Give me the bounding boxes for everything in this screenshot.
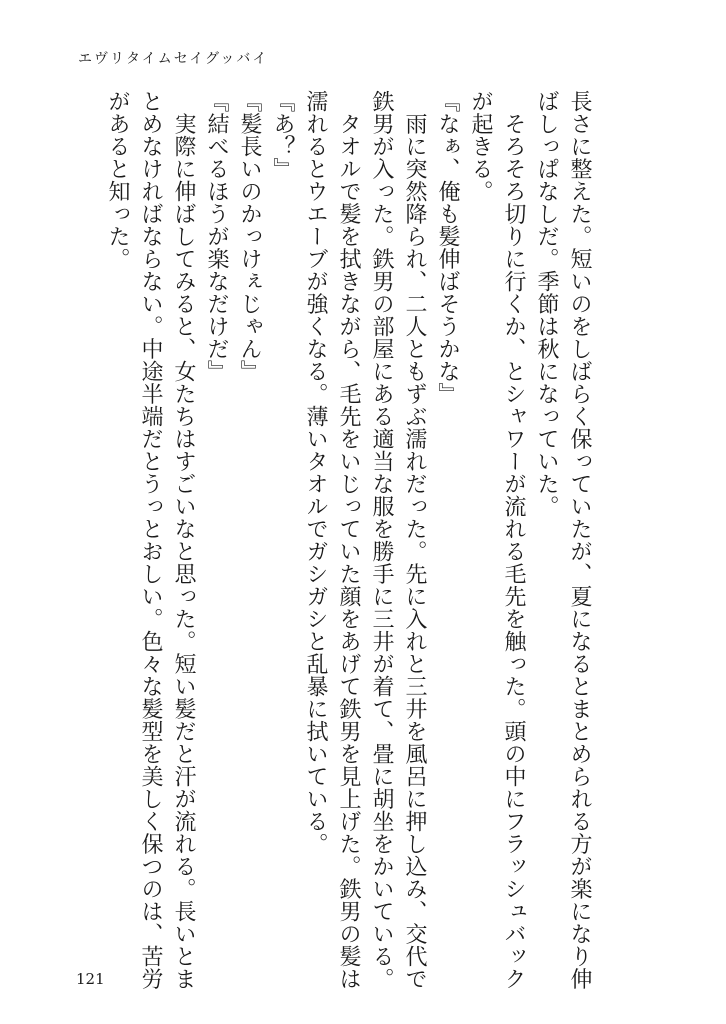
- text-line: 『髪長いのかっけぇじゃん』: [237, 90, 262, 383]
- text-line: 『なぁ、俺も髪伸ばそうかな』: [435, 90, 460, 405]
- text-line: があると知った。: [105, 90, 130, 270]
- text-line: タオルで髪を拭きながら、毛先をいじっていた顔をあげて鉄男を見上げた。鉄男の髪は: [336, 90, 361, 990]
- page-number: 121: [76, 970, 105, 988]
- text-line: 濡れるとウエーブが強くなる。薄いタオルでガシガシと乱暴に拭いている。: [303, 90, 328, 855]
- text-line: 『結べるほうが楽なだけだ』: [204, 90, 229, 383]
- text-line: 鉄男が入った。鉄男の部屋にある適当な服を勝手に三井が着て、畳に胡坐をかいている。: [369, 90, 394, 990]
- text-line: 雨に突然降られ、二人ともずぶ濡れだった。先に入れと三井を風呂に押し込み、交代で: [402, 90, 427, 990]
- text-line: 『あ？』: [270, 90, 295, 180]
- text-line: 実際に伸ばしてみると、女たちはすごいなと思った。短い髪だと汗が流れる。長いとま: [171, 90, 196, 990]
- text-line: 長さに整えた。短いのをしばらく保っていたが、夏になるとまとめられる方が楽になり伸: [567, 90, 592, 990]
- text-line: ばしっぱなしだ。季節は秋になっていた。: [534, 90, 559, 518]
- running-header: エヴリタイムセイグッバイ: [78, 51, 269, 67]
- text-line: そろそろ切りに行くか、とシャワーが流れる毛先を触った。頭の中にフラッシュバック: [501, 90, 526, 990]
- text-line: が起きる。: [468, 90, 493, 203]
- text-line: とめなければならない。中途半端だとうっとおしい。色々な髪型を美しく保つのは、苦労: [138, 90, 163, 990]
